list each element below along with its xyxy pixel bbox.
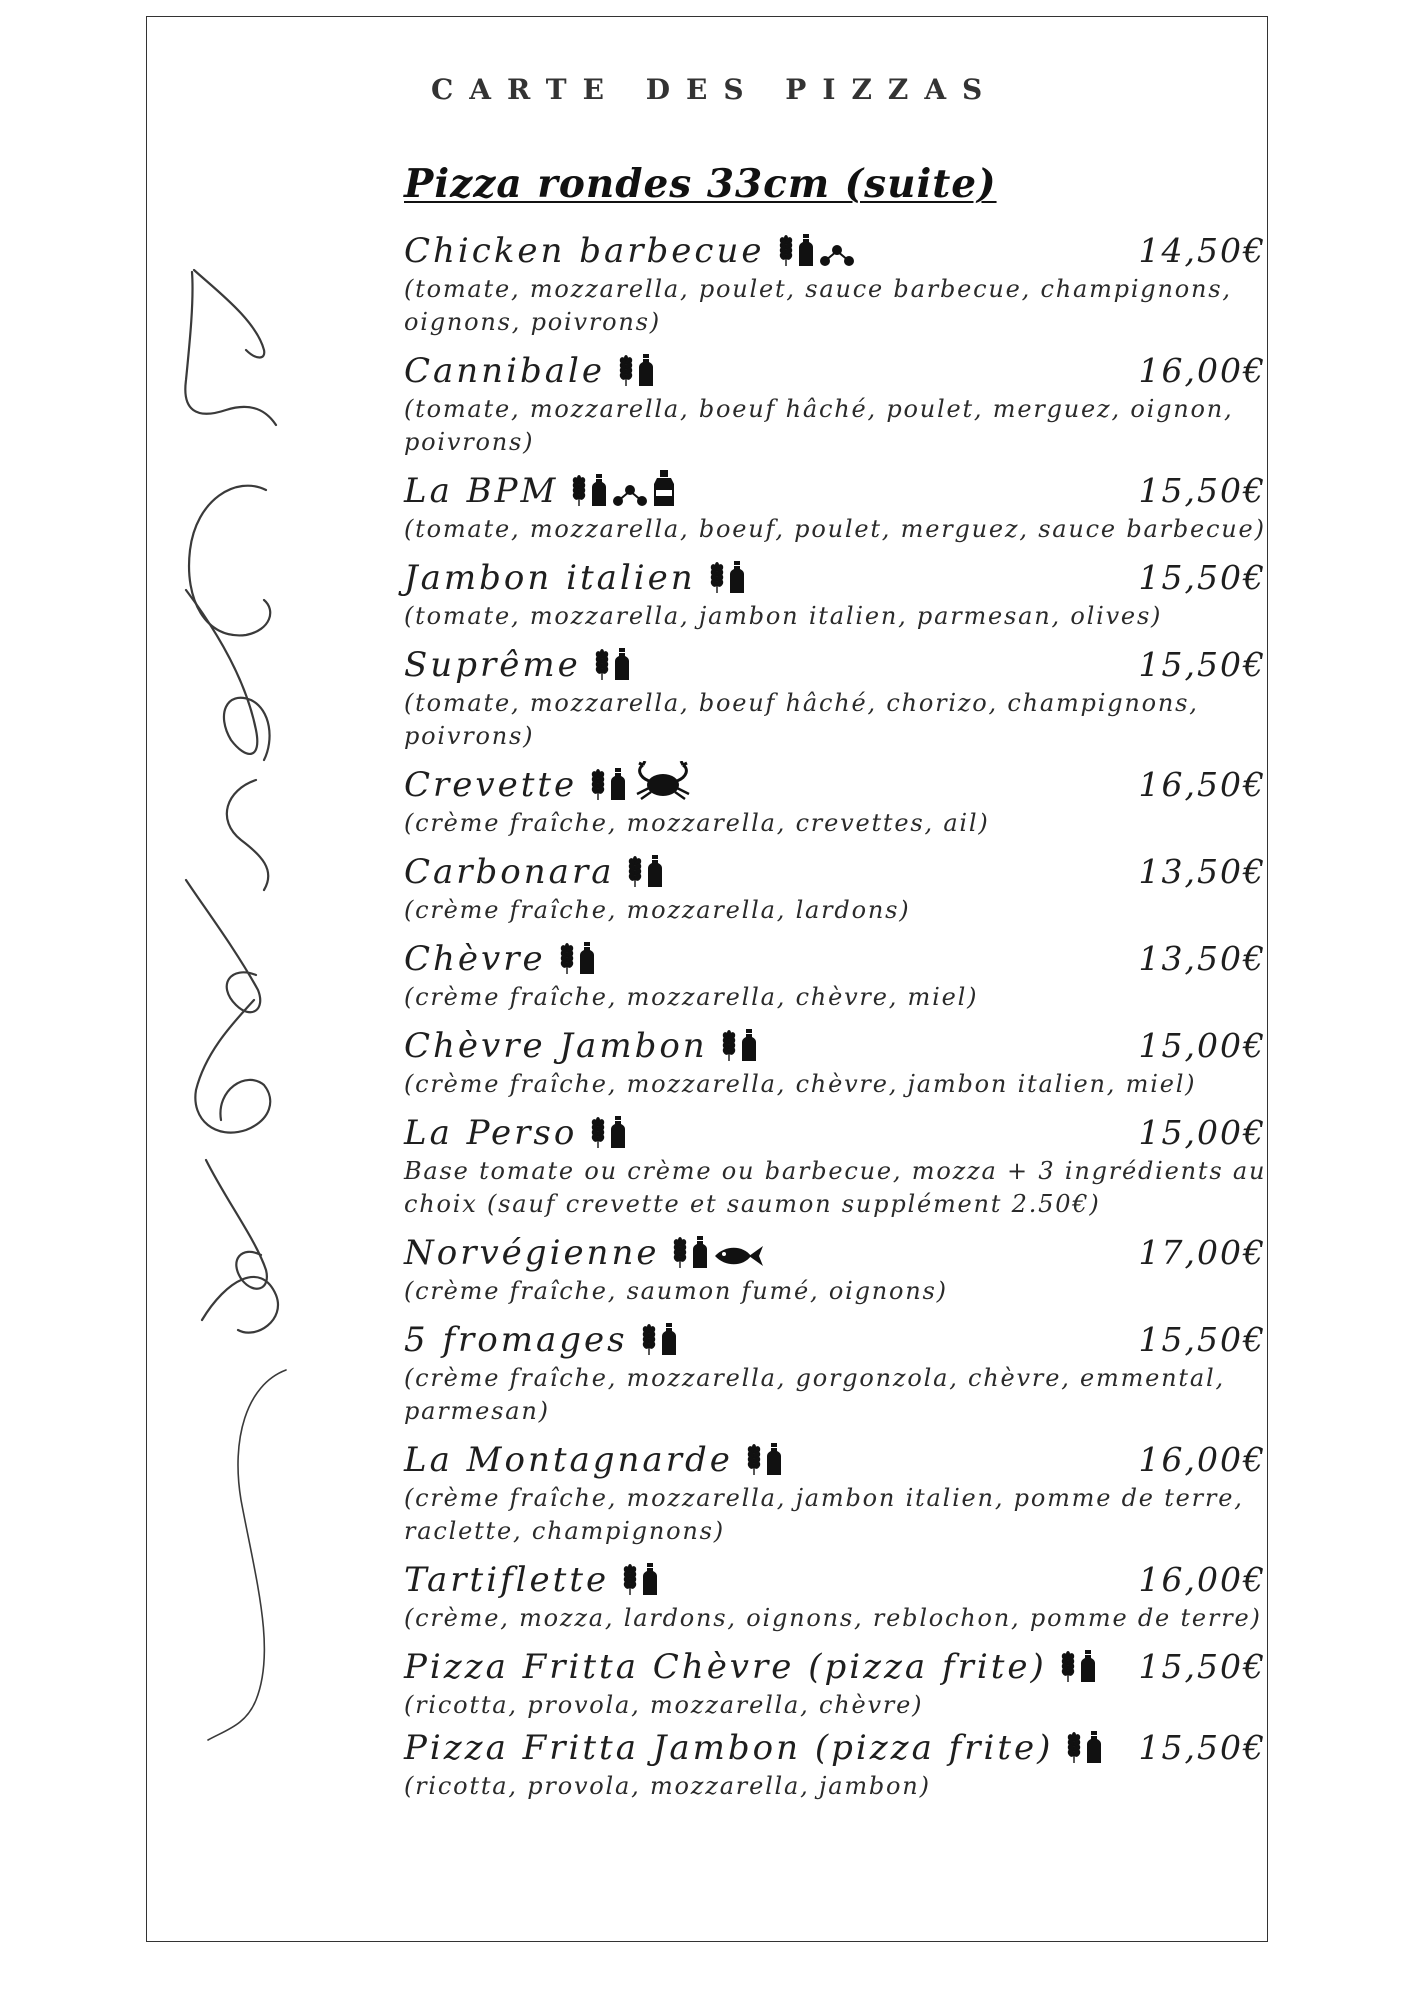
page-header: CARTE DES PIZZAS: [431, 73, 999, 106]
milk-bottle-icon: [638, 353, 654, 387]
menu-item: [404, 1316, 1270, 1428]
item-description: (tomate, mozzarella, poulet, sauce barbecue, champignons, oignons, poivrons): [404, 275, 1232, 336]
allergen-icons: [1061, 1643, 1096, 1689]
wheat-icon: [1067, 1732, 1081, 1764]
item-description: Base tomate ou crème ou barbecue, mozza + 3 ingrédients au choix (sauf crevette et saumon supplément 2.50€): [404, 1157, 1267, 1218]
crab-icon: [631, 761, 695, 801]
item-name: Carbonara: [404, 852, 615, 892]
item-name: Jambon italien: [404, 558, 696, 598]
item-price: 16,00€: [1138, 1440, 1266, 1479]
item-name: Chèvre: [404, 939, 546, 979]
milk-bottle-icon: [729, 560, 745, 594]
wheat-icon: [623, 1564, 637, 1596]
milk-bottle-icon: [1086, 1730, 1102, 1764]
menu-item: [404, 347, 1270, 459]
wheat-icon: [673, 1237, 687, 1269]
item-description: (crème fraîche, mozzarella, lardons): [404, 896, 911, 924]
item-price: 15,50€: [1138, 558, 1266, 597]
item-price: 15,50€: [1138, 1728, 1266, 1767]
milk-bottle-icon: [610, 1115, 626, 1149]
menu-item: [404, 1229, 1270, 1308]
allergen-icons: [572, 467, 675, 513]
menu-frame: [146, 16, 1268, 1942]
allergen-icons: [673, 1229, 765, 1275]
wheat-icon: [642, 1324, 656, 1356]
item-description: (tomate, mozzarella, jambon italien, parmesan, olives): [404, 602, 1163, 630]
wheat-icon: [591, 769, 605, 801]
allergen-icons: [779, 227, 855, 273]
wheat-icon: [710, 562, 724, 594]
allergen-icons: [710, 554, 745, 600]
allergen-icons: [595, 641, 630, 687]
item-price: 15,00€: [1138, 1113, 1266, 1152]
item-name: Tartiflette: [404, 1560, 610, 1600]
item-price: 15,50€: [1138, 1320, 1266, 1359]
item-price: 16,50€: [1138, 765, 1266, 804]
item-description: (tomate, mozzarella, boeuf, poulet, merguez, sauce barbecue): [404, 515, 1266, 543]
item-description: (crème fraîche, mozzarella, chèvre, jambon italien, miel): [404, 1070, 1197, 1098]
item-name: Chèvre Jambon: [404, 1026, 708, 1066]
allergen-icons: [1067, 1724, 1102, 1770]
item-name: La Montagnarde: [404, 1440, 733, 1480]
item-price: 15,50€: [1138, 471, 1266, 510]
item-price: 14,50€: [1138, 231, 1266, 270]
item-description: (crème fraîche, mozzarella, jambon italien, pomme de terre, raclette, champignons): [404, 1484, 1244, 1545]
menu-item: [404, 554, 1270, 633]
item-price: 16,00€: [1138, 1560, 1266, 1599]
molecule-icon: [819, 243, 855, 267]
menu-item: [404, 848, 1270, 927]
milk-bottle-icon: [1080, 1649, 1096, 1683]
menu-item: [404, 641, 1270, 753]
item-name: Cannibale: [404, 351, 605, 391]
wheat-icon: [560, 943, 574, 975]
menu-item: [404, 1643, 1270, 1722]
section-title: Pizza rondes 33cm (suite): [404, 161, 997, 207]
item-name: Pizza Fritta Chèvre (pizza frite): [404, 1647, 1047, 1687]
milk-bottle-icon: [741, 1028, 757, 1062]
mustard-jar-icon: [653, 469, 675, 507]
allergen-icons: [642, 1316, 677, 1362]
wheat-icon: [572, 475, 586, 507]
item-name: Norvégienne: [404, 1233, 660, 1273]
item-name: 5 fromages: [404, 1320, 628, 1360]
milk-bottle-icon: [661, 1322, 677, 1356]
item-price: 13,50€: [1138, 852, 1266, 891]
milk-bottle-icon: [642, 1562, 658, 1596]
menu-item: [404, 227, 1270, 339]
item-price: 13,50€: [1138, 939, 1266, 978]
item-description: (crème fraîche, mozzarella, gorgonzola, chèvre, emmental, parmesan): [404, 1364, 1225, 1425]
milk-bottle-icon: [610, 767, 626, 801]
cheval-blanc-script-logo: [146, 260, 296, 1760]
wheat-icon: [591, 1117, 605, 1149]
milk-bottle-icon: [766, 1442, 782, 1476]
item-price: 17,00€: [1138, 1233, 1266, 1272]
item-description: (ricotta, provola, mozzarella, jambon): [404, 1772, 931, 1800]
menu-item: [404, 1724, 1270, 1803]
item-price: 15,00€: [1138, 1026, 1266, 1065]
allergen-icons: [591, 1109, 626, 1155]
milk-bottle-icon: [647, 854, 663, 888]
item-name: Pizza Fritta Jambon (pizza frite): [404, 1728, 1054, 1768]
item-description: (tomate, mozzarella, boeuf hâché, poulet, merguez, oignon, poivrons): [404, 395, 1234, 456]
fish-icon: [713, 1243, 765, 1269]
milk-bottle-icon: [591, 473, 607, 507]
menu-item: [404, 761, 1270, 840]
wheat-icon: [595, 649, 609, 681]
item-description: (crème, mozza, lardons, oignons, reblochon, pomme de terre): [404, 1604, 1262, 1632]
item-name: Chicken barbecue: [404, 231, 765, 271]
allergen-icons: [591, 761, 695, 807]
item-name: Crevette: [404, 765, 578, 805]
menu-item: [404, 1022, 1270, 1101]
wheat-icon: [628, 856, 642, 888]
menu-item: [404, 467, 1270, 546]
item-price: 15,50€: [1138, 1647, 1266, 1686]
menu-item: [404, 1556, 1270, 1635]
wheat-icon: [722, 1030, 736, 1062]
molecule-icon: [612, 483, 648, 507]
item-name: La Perso: [404, 1113, 578, 1153]
menu-item: [404, 1109, 1270, 1221]
item-name: Suprême: [404, 645, 581, 685]
item-description: (tomate, mozzarella, boeuf hâché, chorizo, champignons, poivrons): [404, 689, 1199, 750]
milk-bottle-icon: [692, 1235, 708, 1269]
wheat-icon: [747, 1444, 761, 1476]
allergen-icons: [747, 1436, 782, 1482]
milk-bottle-icon: [614, 647, 630, 681]
allergen-icons: [623, 1556, 658, 1602]
pizza-menu-list: [404, 227, 1270, 1811]
item-name: La BPM: [404, 471, 559, 511]
item-price: 16,00€: [1138, 351, 1266, 390]
item-description: (ricotta, provola, mozzarella, chèvre): [404, 1691, 924, 1719]
wheat-icon: [779, 235, 793, 267]
allergen-icons: [722, 1022, 757, 1068]
menu-item: [404, 1436, 1270, 1548]
allergen-icons: [619, 347, 654, 393]
wheat-icon: [619, 355, 633, 387]
milk-bottle-icon: [798, 233, 814, 267]
item-description: (crème fraîche, mozzarella, chèvre, miel): [404, 983, 979, 1011]
milk-bottle-icon: [579, 941, 595, 975]
wheat-icon: [1061, 1651, 1075, 1683]
menu-item: [404, 935, 1270, 1014]
item-description: (crème fraîche, mozzarella, crevettes, ail): [404, 809, 990, 837]
item-price: 15,50€: [1138, 645, 1266, 684]
allergen-icons: [628, 848, 663, 894]
allergen-icons: [560, 935, 595, 981]
item-description: (crème fraîche, saumon fumé, oignons): [404, 1277, 948, 1305]
